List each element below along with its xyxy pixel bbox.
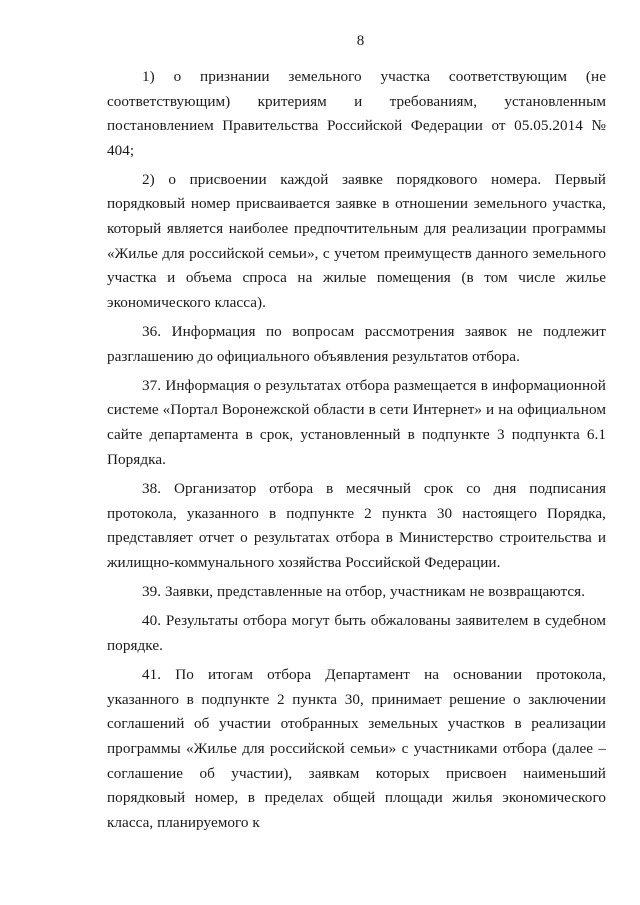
paragraph-subitem-2: 2) о присвоении каждой заявке порядкового номера. Первый порядковый номер присваивается заявке в отношении земельного участка, который является наиболее предпочтительным для реализации программы «Жилье для российской семьи», с учетом преимуществ данного земельного участка и объема спроса на жилые помещения (в том числе жилье экономического класса). (107, 170, 606, 311)
page-number: 8 (356, 33, 365, 49)
paragraph-subitem-1: 1) о признании земельного участка соответствующим (не соответствующим) критериям и требованиям, установленным постановлением Правительства Российской Федерации от 05.05.2014 № 404; (107, 68, 606, 159)
paragraph-39: 39. Заявки, представленные на отбор, участникам не возвращаются. (142, 583, 586, 601)
paragraph-37: 37. Информация о результатах отбора размещается в информационной системе «Портал Воронежской области в сети Интернет» и на официальном сайте департамента в срок, установленный в подпункте 3 подпункта 6.1 Порядка. (107, 376, 606, 468)
paragraph-38: 38. Организатор отбора в месячный срок со дня подписания протокола, указанного в подпункте 2 пункта 30 настоящего Порядка, представляет отчет о результатах отбора в Министерство строительства и жилищно-коммунального хозяйства Российской Федерации. (107, 479, 606, 571)
paragraph-36: 36. Информация по вопросам рассмотрения заявок не подлежит разглашению до официального объявления результатов отбора. (107, 323, 606, 365)
paragraph-40: 40. Результаты отбора могут быть обжалованы заявителем в судебном порядке. (107, 612, 606, 654)
paragraph-41: 41. По итогам отбора Департамент на основании протокола, указанного в подпункте 2 пункта 30, принимает решение о заключении соглашений об участии отобранных земельных участков в реализации программы «Жилье для российской семьи» с участниками отбора (далее – соглашение об участии), заявкам которых присвоен наименьший порядковый номер, в пределах общей площади жилья экономического класса, планируемого к (107, 666, 606, 831)
